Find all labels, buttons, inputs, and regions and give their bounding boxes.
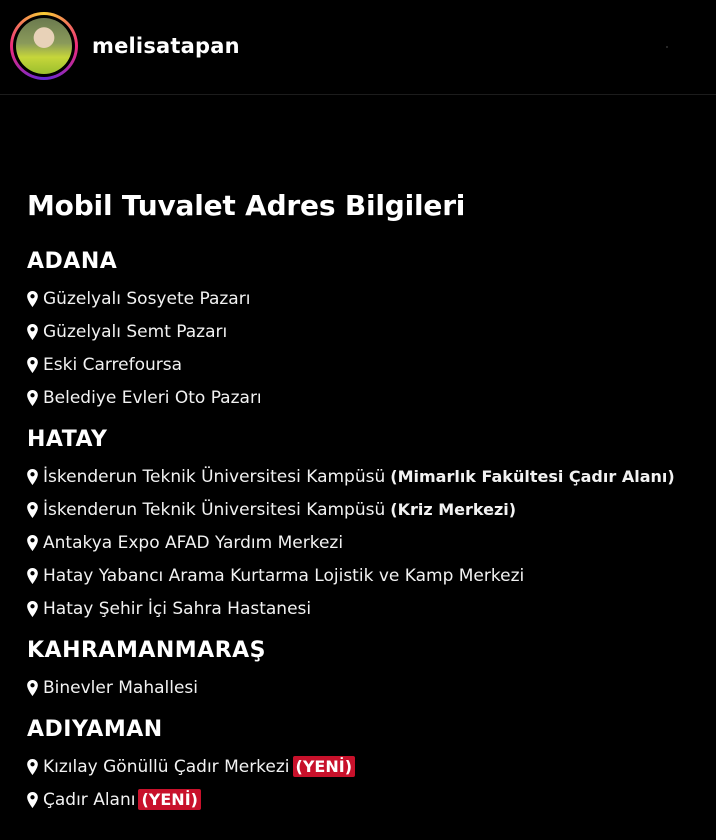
map-pin-icon <box>27 759 38 775</box>
location-text: Antakya Expo AFAD Yardım Merkezi <box>43 532 344 553</box>
username[interactable]: melisatapan <box>92 34 240 58</box>
map-pin-icon <box>27 390 38 406</box>
section-title: ADANA <box>27 249 118 274</box>
post-content <box>27 186 707 816</box>
map-pin-icon <box>27 502 38 518</box>
avatar-gap <box>13 15 75 77</box>
map-pin-icon <box>27 291 38 307</box>
location-text: İskenderun Teknik Üniversitesi Kampüsü <box>43 466 386 487</box>
section-title: HATAY <box>27 427 108 452</box>
map-pin-icon <box>27 680 38 696</box>
more-options-icon[interactable] <box>666 46 668 48</box>
new-badge: (YENİ) <box>138 789 200 810</box>
map-pin-icon <box>27 324 38 340</box>
map-pin-icon <box>27 357 38 373</box>
location-item <box>27 526 707 559</box>
location-text: Hatay Şehir İçi Sahra Hastanesi <box>43 598 312 619</box>
location-item <box>27 750 707 783</box>
location-text: Belediye Evleri Oto Pazarı <box>43 387 262 408</box>
map-pin-icon <box>27 535 38 551</box>
section-kahramanmaras <box>27 633 707 704</box>
location-item <box>27 282 707 315</box>
location-item <box>27 381 707 414</box>
section-hatay <box>27 422 707 625</box>
location-text: Binevler Mahallesi <box>43 677 199 698</box>
location-text: Güzelyalı Sosyete Pazarı <box>43 288 251 309</box>
location-item <box>27 315 707 348</box>
location-item <box>27 559 707 592</box>
map-pin-icon <box>27 568 38 584</box>
section-title: KAHRAMANMARAŞ <box>27 638 267 663</box>
location-detail: (Kriz Merkezi) <box>390 500 517 519</box>
location-detail: (Mimarlık Fakültesi Çadır Alanı) <box>390 467 675 486</box>
location-text: Hatay Yabancı Arama Kurtarma Lojistik ve Kamp Merkezi <box>43 565 525 586</box>
location-text: Eski Carrefoursa <box>43 354 183 375</box>
location-item <box>27 783 707 816</box>
section-adiyaman <box>27 712 707 816</box>
map-pin-icon <box>27 792 38 808</box>
location-text: Güzelyalı Semt Pazarı <box>43 321 228 342</box>
location-text: İskenderun Teknik Üniversitesi Kampüsü <box>43 499 386 520</box>
location-item <box>27 592 707 625</box>
location-item <box>27 493 707 526</box>
page-title: Mobil Tuvalet Adres Bilgileri <box>27 189 466 222</box>
location-item <box>27 460 707 493</box>
new-badge: (YENİ) <box>293 756 355 777</box>
section-title: ADIYAMAN <box>27 717 163 742</box>
location-text: Kızılay Gönüllü Çadır Merkezi <box>43 756 290 777</box>
map-pin-icon <box>27 601 38 617</box>
post-header <box>0 0 716 95</box>
profile-avatar-story-ring[interactable] <box>10 12 78 80</box>
section-adana <box>27 244 707 414</box>
avatar <box>16 18 72 74</box>
location-text: Çadır Alanı <box>43 789 136 810</box>
map-pin-icon <box>27 469 38 485</box>
location-item <box>27 348 707 381</box>
location-item <box>27 671 707 704</box>
